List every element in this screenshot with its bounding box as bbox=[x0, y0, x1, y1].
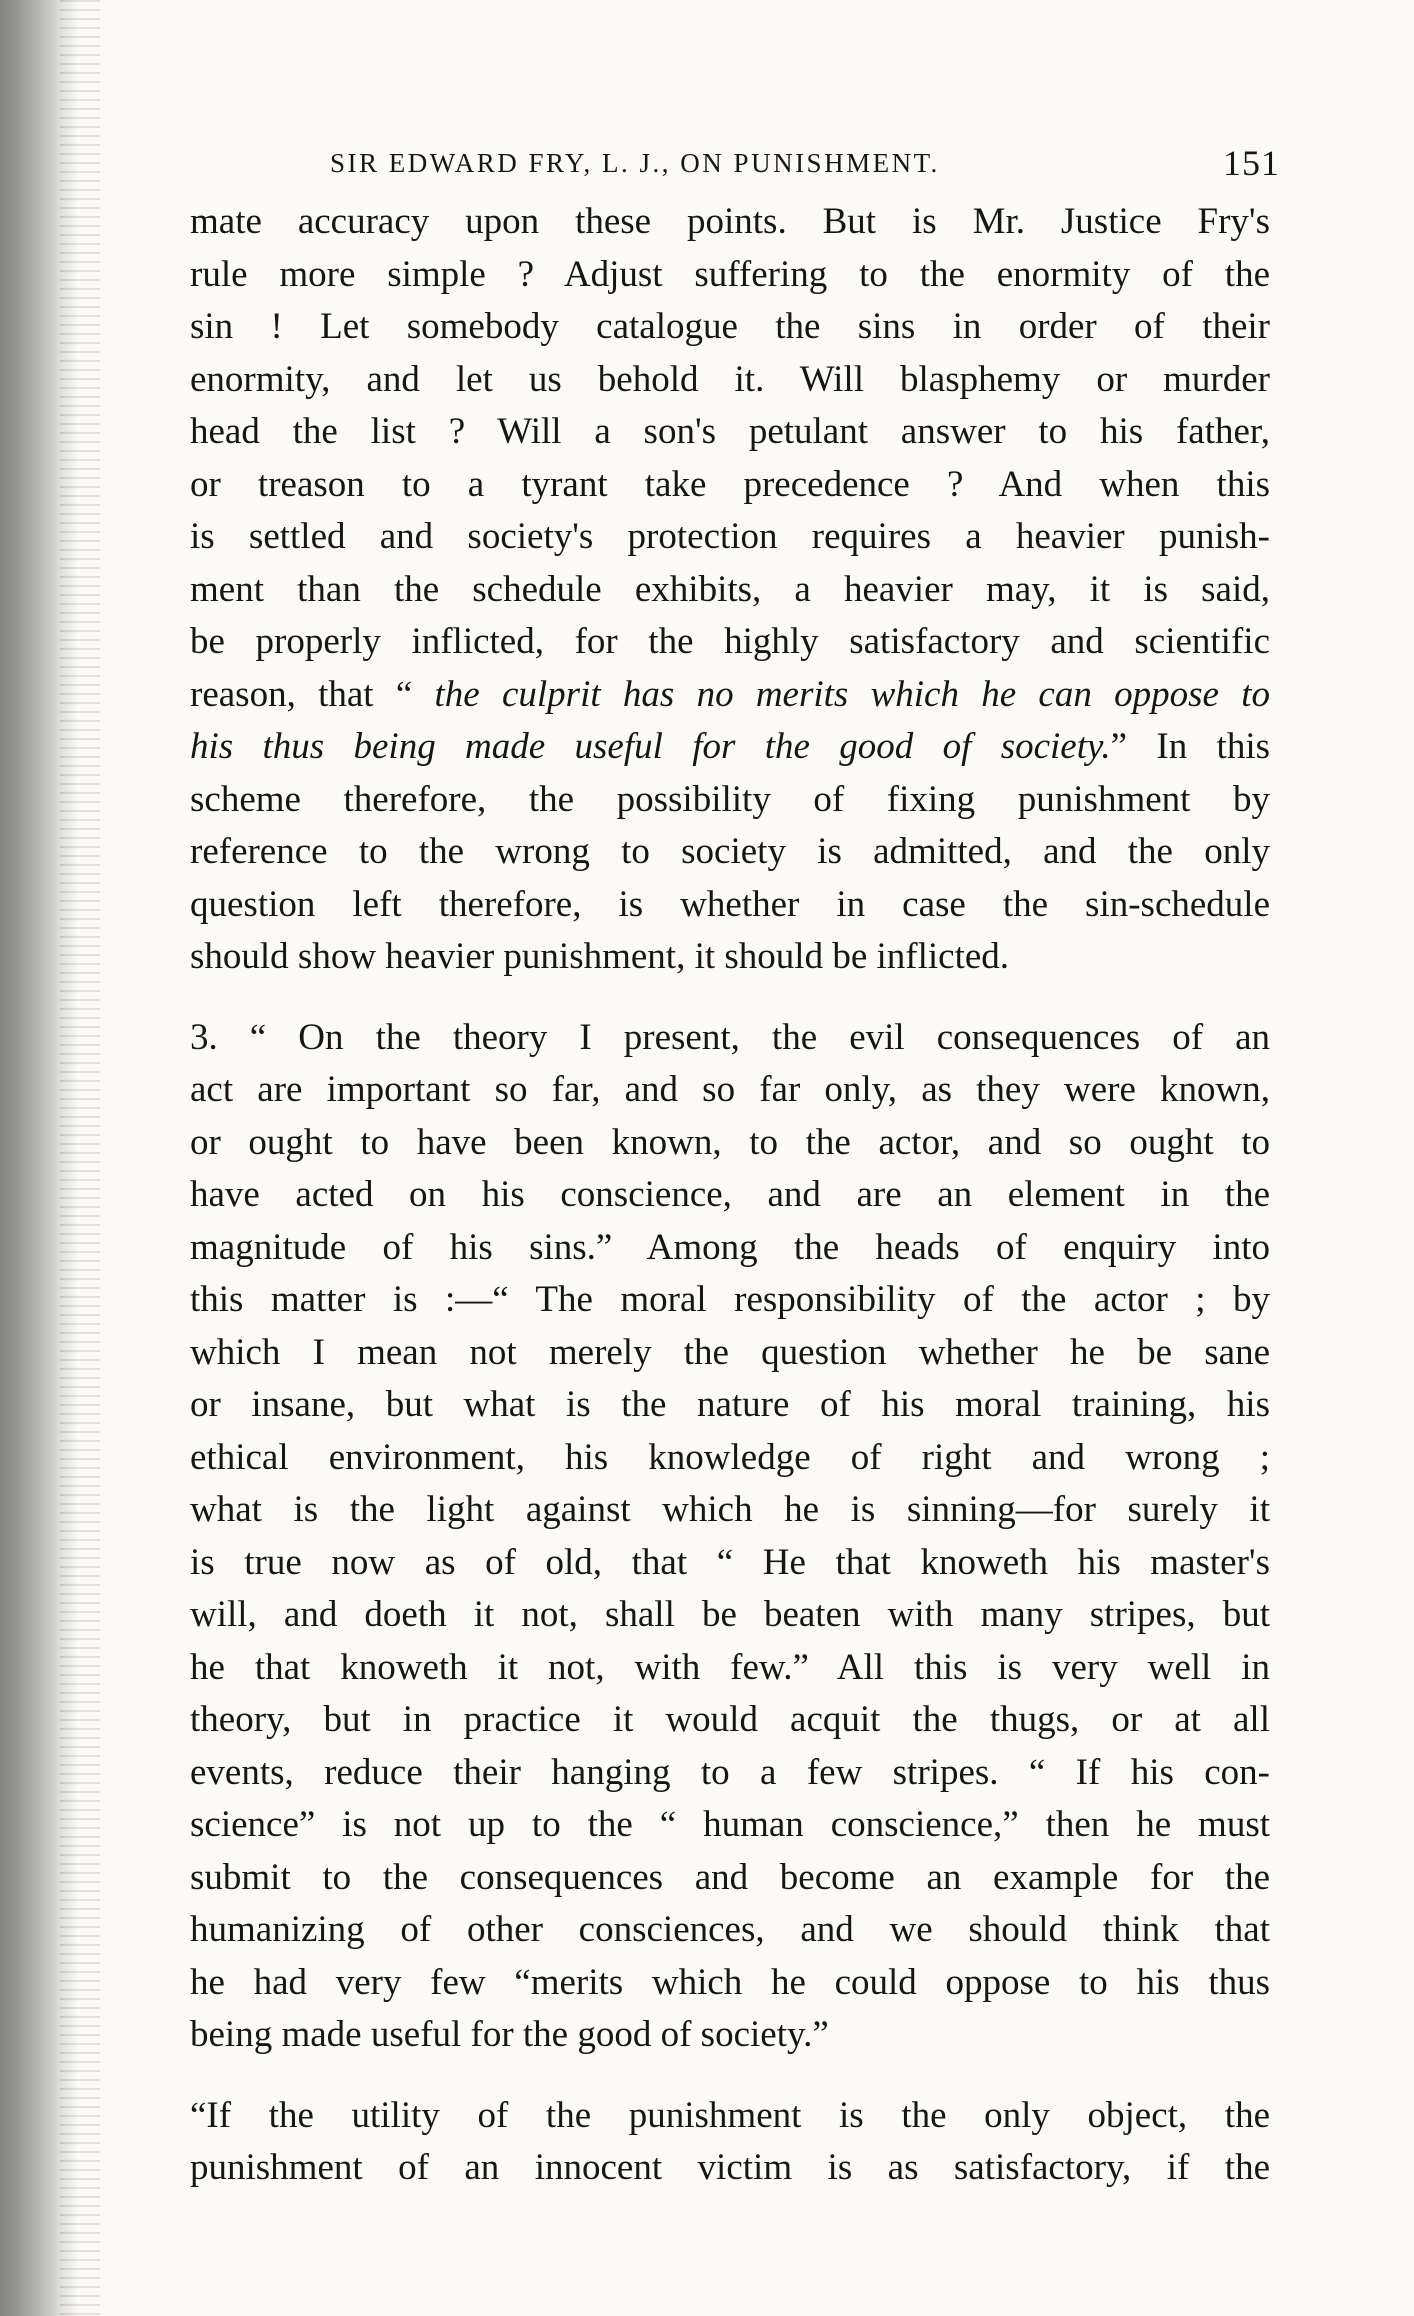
text-line: submit to the consequences and become an example for the bbox=[190, 1856, 1270, 1898]
text-line: reason, that “ the culprit has no merits which he can oppose to bbox=[190, 673, 1270, 715]
text-line: this matter is :—“ The moral responsibility of the actor ; by bbox=[190, 1279, 1270, 1320]
page-number: 151 bbox=[1223, 143, 1280, 183]
text-line: punishment of an innocent victim is as satisfactory, if the bbox=[190, 2147, 1270, 2188]
running-title: SIR EDWARD FRY, L. J., ON PUNISHMENT. bbox=[330, 148, 940, 178]
text-line: he had very few “merits which he could oppose to his thus bbox=[190, 1961, 1270, 2003]
text-line: events, reduce their hanging to a few stripes. “ If his con- bbox=[190, 1751, 1270, 1793]
text-line: rule more simple ? Adjust suffering to the enormity of the bbox=[190, 253, 1270, 295]
text-line: his thus being made useful for the good of society.” In this bbox=[190, 726, 1270, 767]
scan-binding-speckle bbox=[60, 0, 100, 2316]
text-line: science” is not up to the “ human conscience,” then he must bbox=[190, 1804, 1270, 1845]
text-line: will, and doeth it not, shall be beaten with many stripes, but bbox=[190, 1594, 1270, 1635]
text-line: theory, but in practice it would acquit the thugs, or at all bbox=[190, 1699, 1270, 1740]
italic-quote: the culprit has no merits which he can oppose to bbox=[434, 673, 1270, 715]
text-line: should show heavier punishment, it should be inflicted. bbox=[190, 936, 1010, 977]
text-line: “If the utility of the punishment is the only object, the bbox=[190, 2094, 1270, 2136]
text-line: reference to the wrong to society is admitted, and the only bbox=[190, 831, 1270, 872]
text-line: have acted on his conscience, and are an element in the bbox=[190, 1174, 1270, 1215]
text-line: humanizing of other consciences, and we should think that bbox=[190, 1909, 1270, 1950]
text-line: magnitude of his sins.” Among the heads of enquiry into bbox=[190, 1226, 1270, 1268]
text-line: being made useful for the good of society.” bbox=[190, 2014, 829, 2055]
text-line: is settled and society's protection requires a heavier punish- bbox=[190, 516, 1270, 557]
text-line: be properly inflicted, for the highly satisfactory and scientific bbox=[190, 621, 1270, 662]
text-line: 3. “ On the theory I present, the evil consequences of an bbox=[190, 1016, 1270, 1058]
text-line: head the list ? Will a son's petulant answer to his father, bbox=[190, 411, 1270, 452]
text-line: is true now as of old, that “ He that knoweth his master's bbox=[190, 1541, 1270, 1583]
text-line: ethical environment, his knowledge of right and wrong ; bbox=[190, 1436, 1270, 1478]
paragraph-gap bbox=[190, 984, 1270, 1012]
text-line: act are important so far, and so far only, as they were known, bbox=[190, 1069, 1270, 1110]
text-line: or insane, but what is the nature of his moral training, his bbox=[190, 1384, 1270, 1425]
text-line: mate accuracy upon these points. But is Mr. Justice Fry's bbox=[190, 201, 1270, 242]
body-text bbox=[190, 196, 1270, 2195]
italic-quote: his thus being made useful for the good of society. bbox=[190, 726, 1111, 767]
text-line: or treason to a tyrant take precedence ? And when this bbox=[190, 463, 1270, 505]
text-line: ment than the schedule exhibits, a heavier may, it is said, bbox=[190, 568, 1270, 610]
text-line: sin ! Let somebody catalogue the sins in order of their bbox=[190, 306, 1270, 347]
text-line: enormity, and let us behold it. Will blasphemy or murder bbox=[190, 358, 1270, 400]
text-line: he that knoweth it not, with few.” All this is very well in bbox=[190, 1646, 1270, 1688]
text-line: what is the light against which he is sinning—for surely it bbox=[190, 1489, 1270, 1530]
text-line: which I mean not merely the question whether he be sane bbox=[190, 1331, 1270, 1373]
text-line: or ought to have been known, to the actor, and so ought to bbox=[190, 1121, 1270, 1163]
paragraph-gap bbox=[190, 2062, 1270, 2090]
page-header bbox=[330, 143, 1280, 188]
text-line: scheme therefore, the possibility of fixing punishment by bbox=[190, 778, 1270, 820]
text-line: question left therefore, is whether in case the sin-schedule bbox=[190, 883, 1270, 925]
